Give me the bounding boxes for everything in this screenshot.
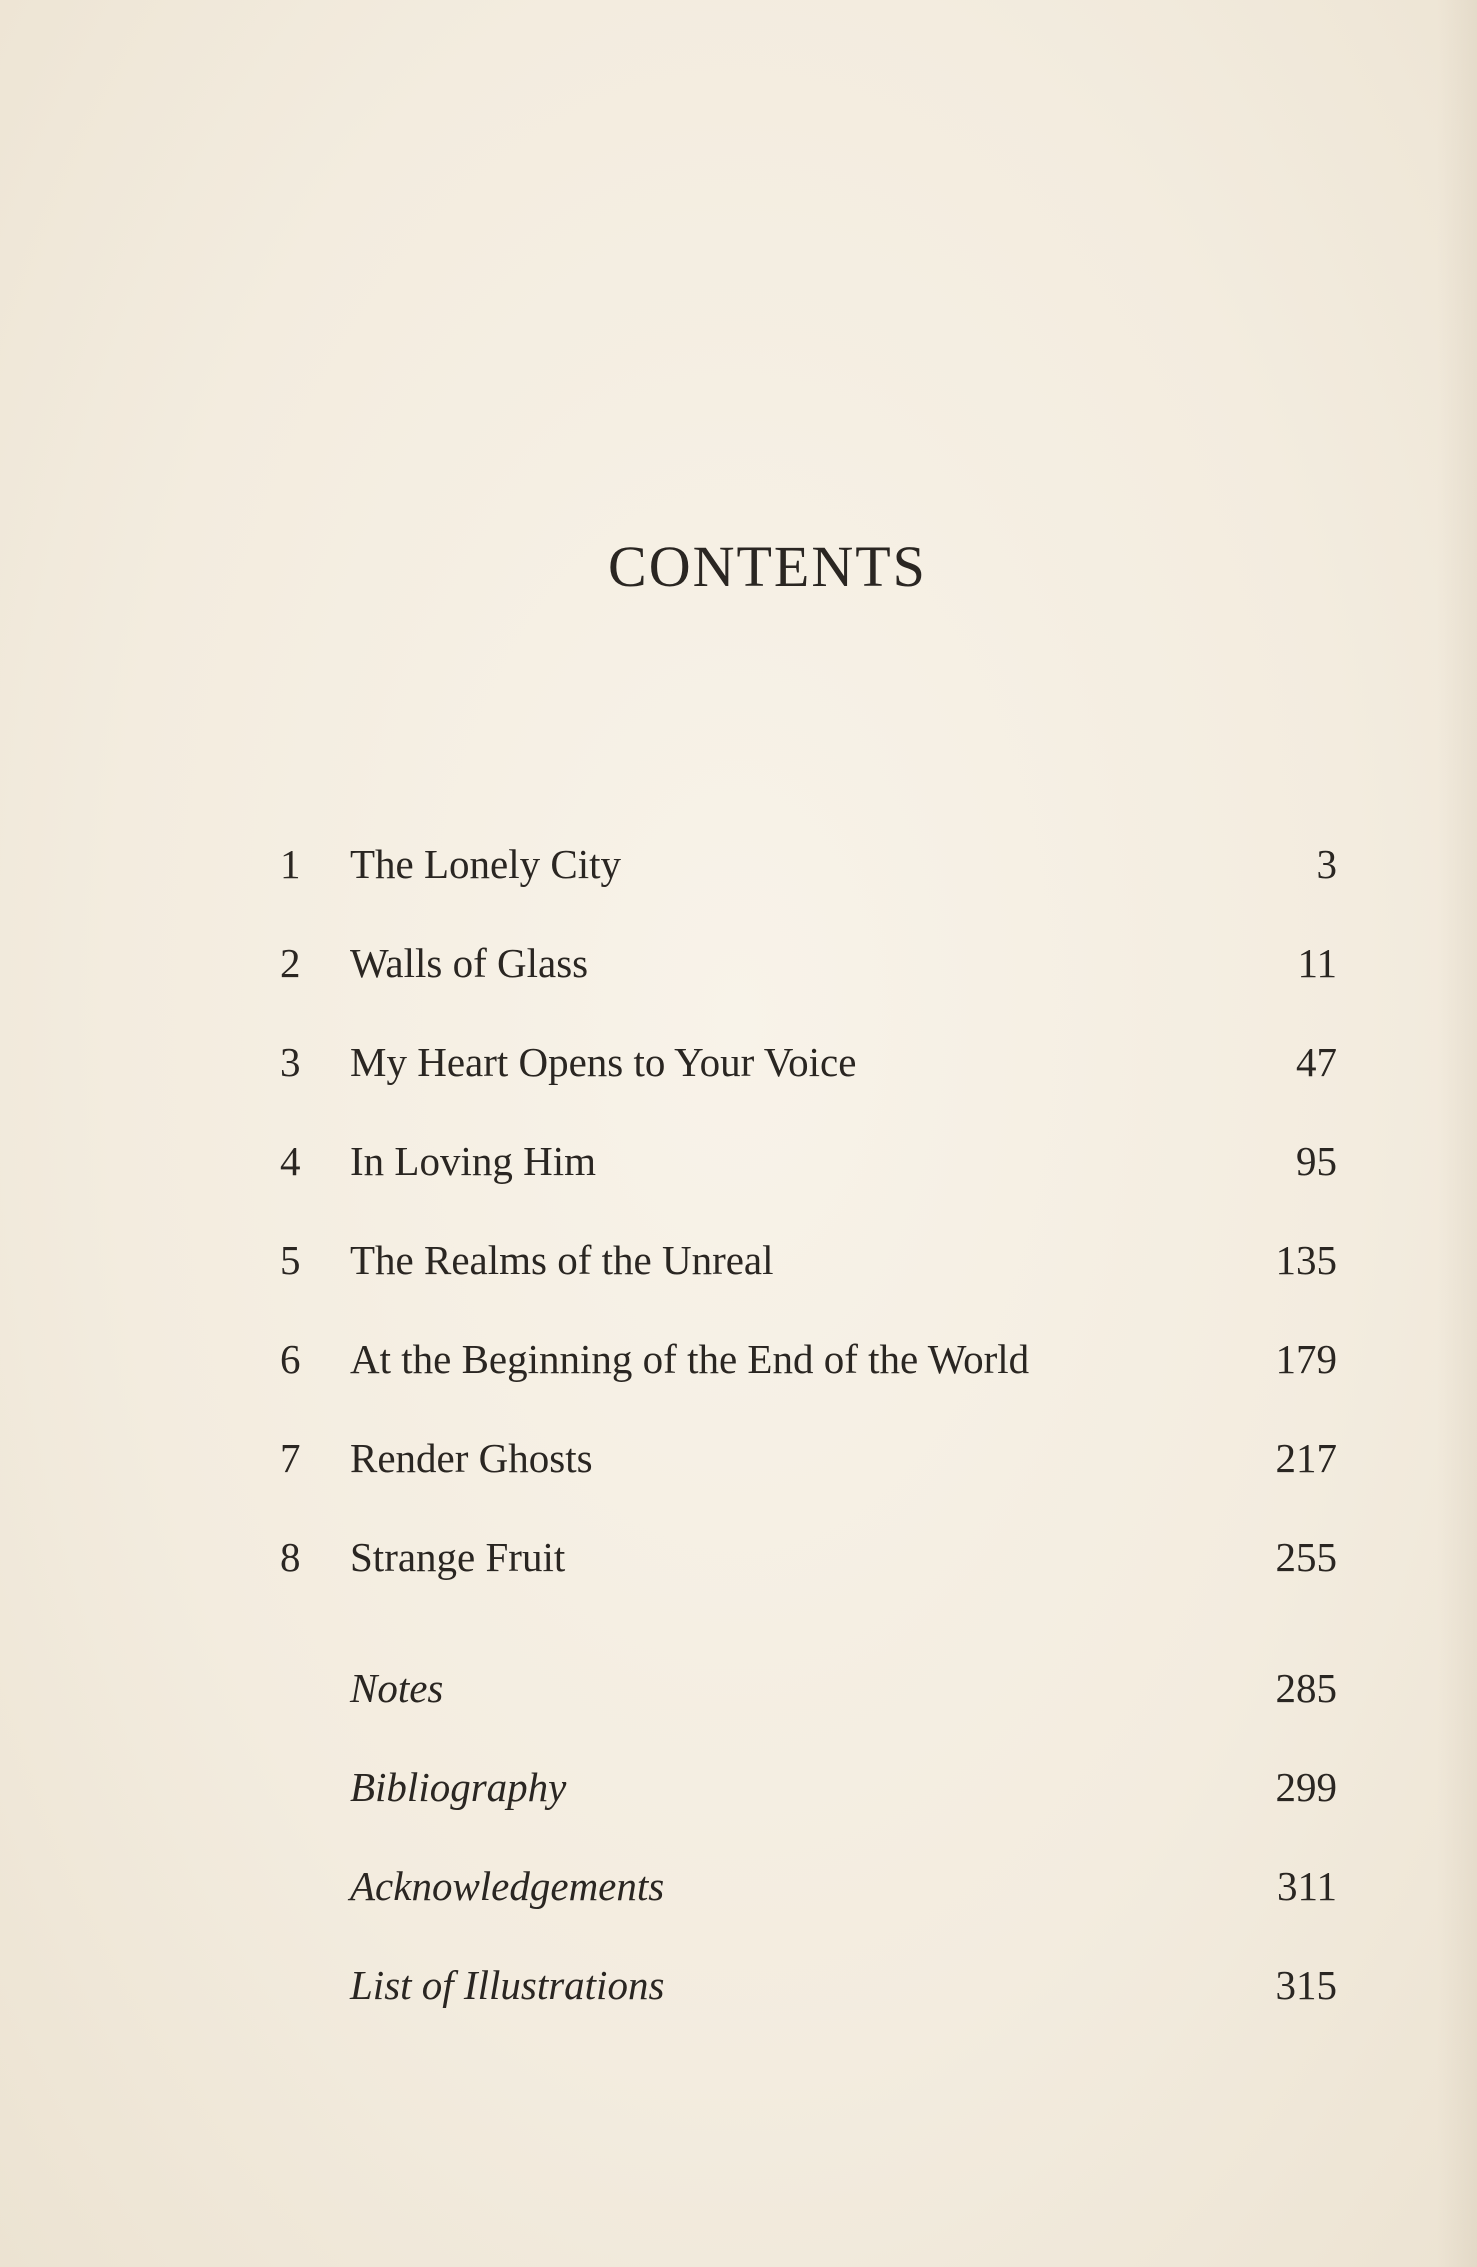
back-matter-title: Bibliography xyxy=(350,1764,567,1810)
page-number: 179 xyxy=(1275,1336,1337,1382)
page-number: 217 xyxy=(1275,1435,1337,1481)
toc-entry-chapter xyxy=(0,1434,1477,1533)
chapter-title: The Lonely City xyxy=(350,841,622,887)
page-number: 47 xyxy=(1296,1039,1337,1085)
chapter-number: 7 xyxy=(280,1435,301,1481)
chapter-number: 4 xyxy=(280,1138,301,1184)
page-number: 311 xyxy=(1277,1863,1337,1909)
toc-entry-chapter xyxy=(0,1137,1477,1236)
page-number: 11 xyxy=(1297,940,1337,986)
toc-entry-chapter xyxy=(0,1038,1477,1137)
chapter-title: At the Beginning of the End of the World xyxy=(350,1336,1030,1382)
chapter-title: Walls of Glass xyxy=(350,940,589,986)
toc-entry-chapter xyxy=(0,840,1477,939)
chapter-title: My Heart Opens to Your Voice xyxy=(350,1039,857,1085)
chapter-title: The Realms of the Unreal xyxy=(350,1237,774,1283)
page-number: 95 xyxy=(1296,1138,1337,1184)
chapter-number: 2 xyxy=(280,940,301,986)
page-number: 299 xyxy=(1275,1764,1337,1810)
chapter-number: 8 xyxy=(280,1534,301,1580)
chapter-number: 1 xyxy=(280,841,301,887)
back-matter-title: List of Illustrations xyxy=(350,1962,665,2008)
chapter-title: Render Ghosts xyxy=(350,1435,593,1481)
table-of-contents xyxy=(0,840,1477,2060)
page-number: 255 xyxy=(1275,1534,1337,1580)
chapter-title: Strange Fruit xyxy=(350,1534,566,1580)
toc-entry-chapter xyxy=(0,1236,1477,1335)
toc-entry-chapter xyxy=(0,939,1477,1038)
toc-entry-back-matter xyxy=(0,1763,1477,1862)
chapter-title: In Loving Him xyxy=(350,1138,596,1184)
chapter-number: 3 xyxy=(280,1039,301,1085)
page-number: 285 xyxy=(1275,1665,1337,1711)
back-matter-title: Acknowledgements xyxy=(350,1863,665,1909)
chapter-number: 6 xyxy=(280,1336,301,1382)
page-number: 315 xyxy=(1275,1962,1337,2008)
section-spacer xyxy=(0,1632,1477,1664)
toc-entry-chapter xyxy=(0,1335,1477,1434)
chapter-number: 5 xyxy=(280,1237,301,1283)
toc-entry-back-matter xyxy=(0,1664,1477,1763)
toc-entry-back-matter xyxy=(0,1961,1477,2060)
back-matter-title: Notes xyxy=(350,1665,444,1711)
toc-entry-back-matter xyxy=(0,1862,1477,1961)
page-title: CONTENTS xyxy=(608,534,927,599)
toc-entry-chapter xyxy=(0,1533,1477,1632)
page-number: 135 xyxy=(1275,1237,1337,1283)
page-number: 3 xyxy=(1316,841,1337,887)
